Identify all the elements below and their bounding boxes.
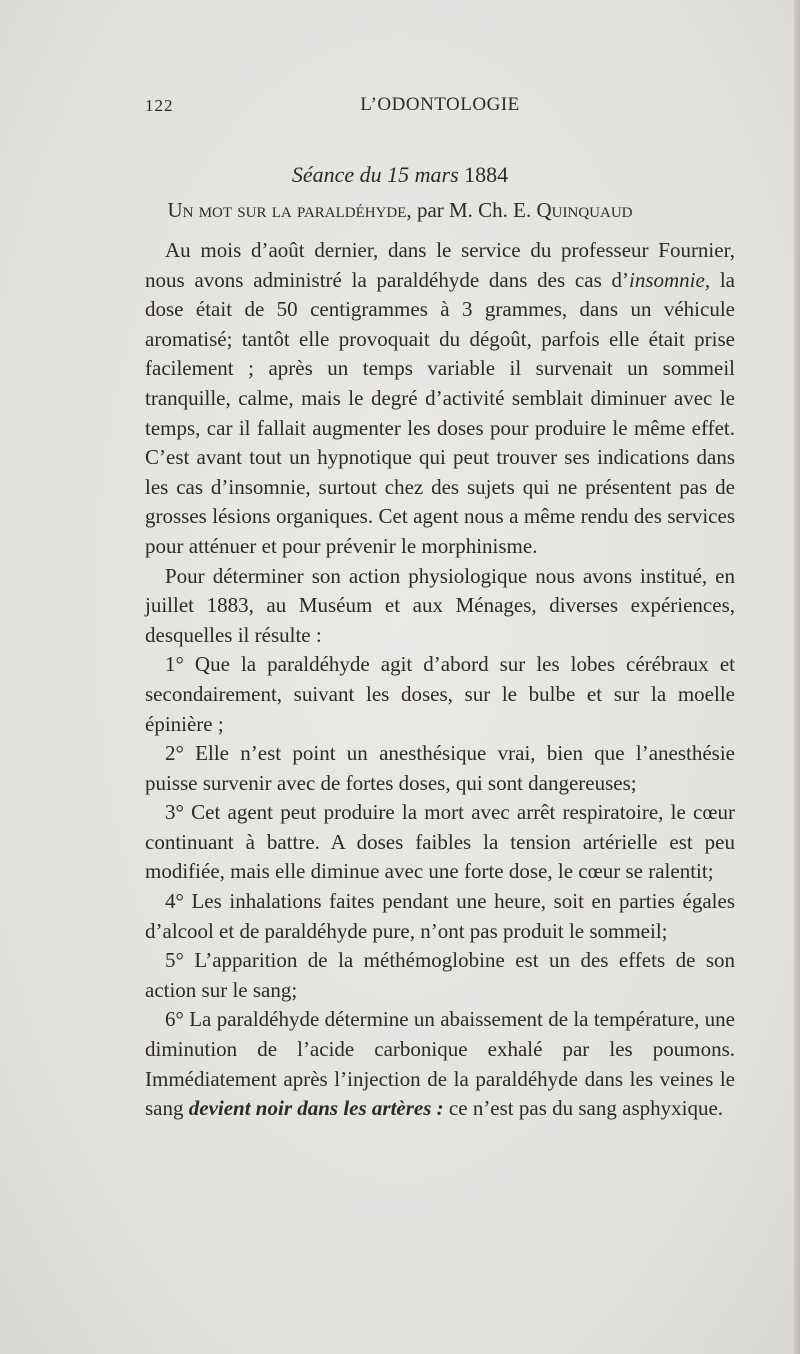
paragraph [145, 236, 735, 562]
running-title: L’ODONTOLOGIE [360, 94, 520, 115]
paragraph-text: 6° La paraldéhyde détermine un abaissement de la température, une diminution de l’acide carbonique exhalé par les poumons. Immédiatement après l’injection de la paraldéhyde dans les veines le sang [145, 1007, 735, 1121]
article-title-text: Un mot sur la paraldéhyde, [167, 198, 412, 222]
session-year: 1884 [464, 162, 509, 187]
page-number: 122 [145, 96, 174, 115]
session-label: Séance du [291, 162, 382, 187]
paragraph-text: ce n’est pas du sang asphyxique. [443, 1096, 724, 1121]
session-date: 15 mars [387, 162, 459, 187]
paragraph-text: Au mois d’août dernier, dans le service du professeur Fournier, nous avons administré la paraldéhyde dans des cas d’ [145, 238, 735, 292]
article-title [0, 198, 800, 223]
article-author: Quinquaud [536, 198, 633, 222]
paragraph: 2° Elle n’est point un anesthésique vrai, bien que l’anesthésie puisse survenir avec de fortes doses, qui sont dangereuses; [145, 741, 735, 795]
paragraph: Pour déterminer son action physiologique nous avons institué, en juillet 1883, au Muséum et aux Ménages, diverses expériences, desquelles il résulte : [145, 563, 735, 647]
paragraph: 4° Les inhalations faites pendant une heure, soit en parties égales d’alcool et de paraldéhyde pure, n’ont pas produit le sommeil; [145, 889, 735, 943]
article-by: par M. Ch. E. [416, 198, 532, 222]
paragraph: 5° L’apparition de la méthémoglobine est un des effets de son action sur le sang; [145, 948, 735, 1002]
paragraph-emphasis: insomnie, [629, 267, 711, 292]
paragraph [145, 1005, 735, 1123]
paragraph: 1° Que la paraldéhyde agit d’abord sur les lobes cérébraux et secondairement, suivant les doses, sur le bulbe et sur la moelle épinière ; [145, 652, 735, 736]
body-text [145, 236, 735, 1124]
paragraph-emphasis: devient noir dans les artères : [188, 1096, 444, 1121]
paragraph-text: la dose était de 50 centigrammes à 3 grammes, dans un véhicule aromatisé; tantôt elle provoquait du dégoût, parfois elle était prise facilement ; après un temps variable il survenait un sommeil tranquille, calme, mais le degré d’activité semblait diminuer avec le temps, car il fallait augmenter les doses pour produire le même effet. C’est avant tout un hypnotique qui peut trouver ses indications dans les cas d’insomnie, surtout chez des sujets qui ne présentent pas de grosses lésions organiques. Cet agent nous a même rendu des services pour atténuer et pour prévenir le morphinisme. [145, 267, 735, 558]
session-heading [0, 162, 800, 188]
page-header [145, 94, 735, 124]
page-edge [794, 0, 800, 1354]
paragraph: 3° Cet agent peut produire la mort avec arrêt respiratoire, le cœur continuant à battre. A doses faibles la tension artérielle est peu modifiée, mais elle diminue avec une forte dose, le cœur se ralentit; [145, 800, 735, 884]
